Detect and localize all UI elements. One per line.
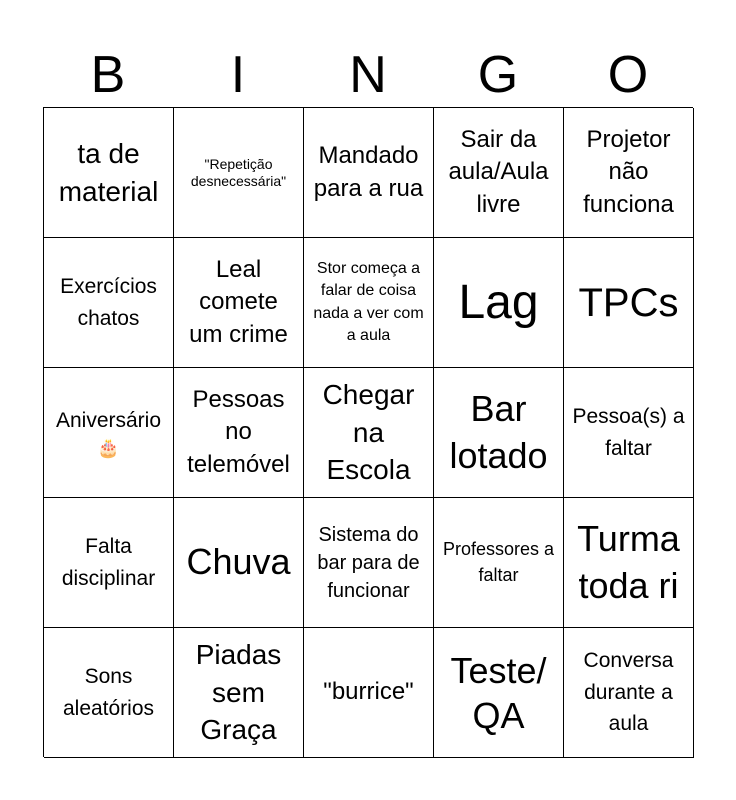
- cell-text: Sair da aula/Aula livre: [448, 125, 549, 218]
- bingo-cell[interactable]: [434, 498, 564, 628]
- bingo-cell[interactable]: [304, 368, 434, 498]
- bingo-cell[interactable]: [304, 498, 434, 628]
- header-letter-o: O: [607, 46, 649, 104]
- cell-text: Exercícios chatos: [60, 275, 157, 330]
- bingo-cell[interactable]: [564, 628, 694, 758]
- cell-text: "burrice": [323, 678, 414, 706]
- bingo-cell[interactable]: [44, 108, 174, 238]
- header-letter-n: N: [349, 46, 387, 104]
- bingo-cell[interactable]: [434, 628, 564, 758]
- cell-text: TPCs: [578, 280, 679, 325]
- cell-text: Aniversário: [55, 409, 162, 433]
- bingo-header: [43, 42, 693, 108]
- cell-text: "Repetição desnecessária": [190, 155, 287, 189]
- bingo-cell[interactable]: [174, 238, 304, 368]
- cell-text: Sistema do bar para de funcionar: [317, 523, 420, 602]
- bingo-cell[interactable]: [44, 368, 174, 498]
- cell-text: Chegar na Escola: [322, 378, 415, 486]
- bingo-cell[interactable]: [44, 498, 174, 628]
- bingo-cell[interactable]: [44, 238, 174, 368]
- cell-text: Turma toda ri: [577, 517, 680, 606]
- header-letter-i: I: [230, 46, 246, 104]
- cell-text: Pessoa(s) a faltar: [572, 405, 685, 460]
- cell-text: Falta disciplinar: [61, 535, 156, 590]
- bingo-cell[interactable]: [434, 368, 564, 498]
- cell-text: Professores a faltar: [442, 539, 555, 585]
- bingo-cell[interactable]: [564, 368, 694, 498]
- cell-text: Leal comete um crime: [189, 255, 288, 348]
- cell-text: Chuva: [186, 541, 291, 583]
- cell-text: Piadas sem Graça: [195, 638, 282, 746]
- cell-text: Projetor não funciona: [583, 125, 674, 218]
- header-letter-g: G: [477, 46, 519, 104]
- cell-text: Sons aleatórios: [62, 665, 155, 720]
- cell-text: Teste/ QA: [450, 649, 547, 736]
- bingo-cell[interactable]: [174, 368, 304, 498]
- header-letter-b: B: [90, 46, 126, 104]
- bingo-cell[interactable]: [434, 238, 564, 368]
- cell-text: Conversa durante a aula: [583, 649, 674, 736]
- bingo-cell[interactable]: [44, 628, 174, 758]
- cell-text: Mandado para a rua: [313, 142, 424, 202]
- bingo-cell[interactable]: [564, 108, 694, 238]
- cell-text: Stor começa a falar de coisa nada a ver com a aula: [313, 259, 424, 344]
- bingo-cell[interactable]: [174, 628, 304, 758]
- bingo-cell[interactable]: [304, 238, 434, 368]
- bingo-cell[interactable]: [174, 498, 304, 628]
- bingo-cell[interactable]: [304, 108, 434, 238]
- cell-text: Lag: [458, 275, 539, 329]
- bingo-cell[interactable]: [174, 108, 304, 238]
- bingo-cell[interactable]: [434, 108, 564, 238]
- cell-text: Bar lotado: [449, 387, 548, 476]
- birthday-cake-icon: 🎂: [97, 437, 120, 459]
- bingo-cell[interactable]: [304, 628, 434, 758]
- bingo-board: [43, 107, 693, 757]
- cell-text: ta de material: [58, 137, 159, 207]
- bingo-cell[interactable]: [564, 498, 694, 628]
- cell-text: Pessoas no telemóvel: [187, 385, 290, 478]
- bingo-cell[interactable]: [564, 238, 694, 368]
